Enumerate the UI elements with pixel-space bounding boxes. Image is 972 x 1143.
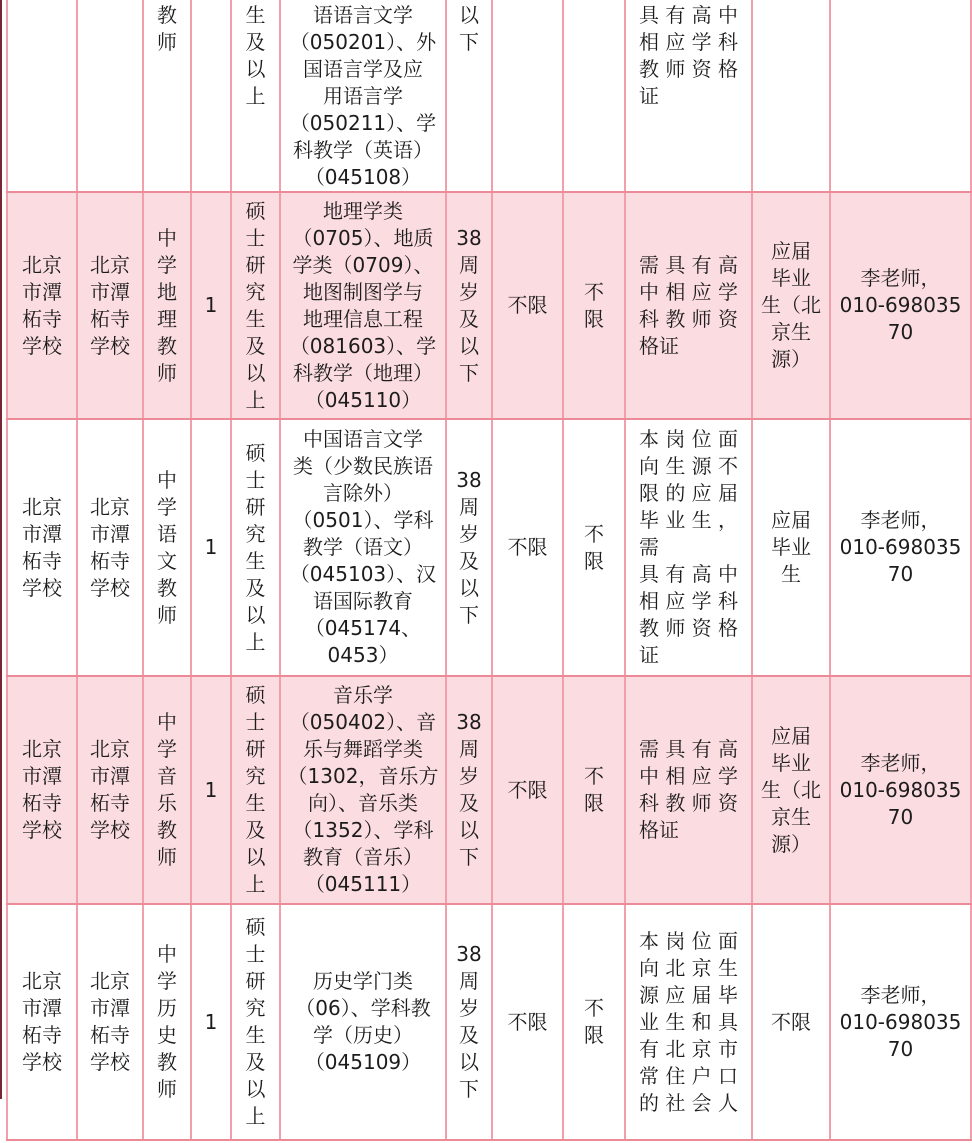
cell-line: （045109）	[304, 1050, 422, 1074]
cell-position	[143, 419, 191, 676]
cell-line: 教师资格	[639, 57, 738, 81]
cell-line: 以	[459, 575, 479, 600]
cell-line: 研	[245, 969, 266, 993]
cell-line: 学校	[90, 1050, 130, 1074]
cell-line: 38	[456, 225, 482, 250]
cell-line: 市潭	[22, 996, 62, 1020]
table-row	[7, 0, 971, 192]
cell-line: 乐	[157, 791, 177, 815]
cell-limit-b	[563, 904, 625, 1140]
cell-line: 70	[887, 320, 914, 344]
cell-line: 中	[157, 467, 177, 492]
cell-line: 类（少数民族语	[293, 454, 433, 478]
cell-line: 限	[584, 791, 604, 815]
cell-line: 毕业	[771, 266, 811, 290]
cell-position	[143, 676, 191, 904]
cell-position	[143, 0, 191, 192]
cell-age	[446, 0, 492, 192]
cell-line: 毕业	[771, 750, 811, 775]
cell-line: 及	[459, 548, 479, 573]
cell-education	[231, 0, 280, 192]
cell-line: 生	[781, 562, 801, 586]
cell-line: 科教师资	[639, 306, 738, 331]
cell-education	[231, 419, 280, 676]
cell-line: 岁	[459, 764, 479, 788]
cell-line: 毕业生，需	[639, 508, 738, 559]
cell-line: 70	[887, 1036, 914, 1061]
cell-line: 学校	[22, 575, 62, 600]
cell-line: 相应学科	[639, 30, 738, 54]
cell-line: 学校	[22, 1050, 62, 1074]
cell-line: 市潭	[22, 521, 62, 546]
cell-line: （0501）、学科	[292, 508, 434, 532]
cell-line: 限	[584, 1023, 604, 1047]
cell-limit-b	[563, 0, 625, 192]
cell-line: 38	[456, 710, 482, 734]
cell-line: 李老师，	[860, 508, 941, 532]
cell-education	[231, 676, 280, 904]
cell-line: 0453）	[327, 643, 399, 667]
cell-line: 以	[245, 1077, 266, 1101]
cell-line: 硕	[245, 440, 266, 465]
cell-line: 教师资格	[639, 616, 738, 640]
cell-line: 中	[157, 710, 177, 734]
cell-line: 及	[245, 575, 266, 600]
cell-source	[752, 904, 830, 1140]
cell-line: 师	[157, 1077, 177, 1101]
cell-line: 1	[204, 293, 218, 317]
cell-headcount	[191, 904, 231, 1140]
cell-line: 中	[157, 942, 177, 966]
cell-line: 北京	[22, 252, 62, 277]
cell-line: 常住户口	[639, 1063, 738, 1088]
cell-line: 生	[245, 306, 266, 331]
cell-line: 上	[245, 1104, 266, 1128]
cell-line: 市潭	[22, 764, 62, 788]
cell-line: 生（北	[761, 777, 821, 802]
cell-line: 本岗位面	[639, 928, 738, 953]
cell-line: 士	[245, 942, 266, 966]
cell-requirements	[625, 419, 752, 676]
cell-line: 学	[157, 969, 177, 993]
page-edge-line	[0, 0, 2, 1099]
cell-line: 向生源不	[639, 454, 738, 478]
cell-school-b	[77, 0, 143, 192]
cell-line: 上	[245, 387, 266, 412]
cell-line: 上	[245, 872, 266, 896]
table-row	[7, 676, 971, 904]
cell-limit-a	[492, 419, 563, 676]
cell-line: 柘寺	[22, 548, 62, 573]
cell-requirements	[625, 676, 752, 904]
cell-line: 市潭	[90, 996, 130, 1020]
cell-line: 周	[459, 494, 479, 519]
cell-line: 科教学（英语）	[293, 138, 433, 162]
cell-requirements	[625, 192, 752, 419]
cell-line: 李老师，	[860, 982, 941, 1007]
cell-line: 及	[459, 1023, 479, 1047]
cell-line: 010-698035	[839, 293, 962, 317]
cell-line: 及	[459, 306, 479, 331]
cell-line: 师	[157, 30, 177, 54]
cell-line: 有北京市	[639, 1036, 738, 1061]
cell-line: 以	[245, 845, 266, 869]
cell-line: 究	[245, 764, 266, 788]
cell-line: 市潭	[90, 764, 130, 788]
cell-limit-a	[492, 904, 563, 1140]
cell-source	[752, 676, 830, 904]
cell-line: 柘寺	[90, 306, 130, 331]
cell-school-a	[7, 192, 77, 419]
cell-line: 史	[157, 1023, 177, 1047]
cell-line: 及	[245, 333, 266, 358]
cell-line: 不限	[507, 777, 548, 802]
cell-line: 上	[245, 84, 266, 108]
cell-age	[446, 904, 492, 1140]
cell-line: 下	[459, 360, 479, 385]
cell-school-a	[7, 904, 77, 1140]
cell-line: 硕	[245, 915, 266, 939]
cell-contact	[830, 676, 971, 904]
cell-contact	[830, 192, 971, 419]
cell-line: 中	[157, 225, 177, 250]
cell-requirements	[625, 904, 752, 1140]
cell-line: 教育（音乐）	[303, 845, 423, 869]
cell-position	[143, 904, 191, 1140]
cell-majors	[280, 676, 446, 904]
cell-line: 学	[157, 252, 177, 277]
cell-line: 源应届毕	[639, 982, 738, 1007]
cell-line: 限的应届	[639, 481, 738, 505]
cell-line: 语国际教育	[313, 589, 413, 613]
cell-line: 岁	[459, 279, 479, 304]
cell-line: 业生和具	[639, 1009, 738, 1034]
cell-line: 京生	[771, 320, 811, 344]
cell-line: 010-698035	[839, 1009, 962, 1034]
cell-line: 师	[157, 602, 177, 627]
cell-school-a	[7, 419, 77, 676]
cell-line: （081603）、学	[289, 333, 437, 358]
cell-line: 1	[204, 1009, 218, 1034]
cell-line: 中国语言文学	[303, 427, 423, 451]
cell-line: 证	[639, 643, 659, 667]
cell-line: 以	[245, 602, 266, 627]
cell-line: 岁	[459, 996, 479, 1020]
cell-line: 京生	[771, 804, 811, 829]
cell-headcount	[191, 0, 231, 192]
cell-line: 相应学科	[639, 589, 738, 613]
cell-line: （045108）	[304, 165, 422, 189]
cell-line: 市潭	[90, 521, 130, 546]
cell-line: 以	[459, 818, 479, 842]
cell-line: 地理学类	[323, 198, 403, 223]
cell-line: 研	[245, 494, 266, 519]
cell-contact	[830, 0, 971, 192]
cell-line: （050211）、学	[289, 111, 437, 135]
cell-line: 向北京生	[639, 955, 738, 980]
cell-line: 38	[456, 942, 482, 966]
cell-line: 周	[459, 969, 479, 993]
cell-line: 岁	[459, 521, 479, 546]
cell-line: 师	[157, 360, 177, 385]
cell-limit-a	[492, 0, 563, 192]
cell-source	[752, 419, 830, 676]
cell-school-b	[77, 419, 143, 676]
cell-line: 北京	[90, 252, 130, 277]
cell-school-a	[7, 676, 77, 904]
cell-line: 学	[157, 737, 177, 761]
cell-line: （1302，音乐方	[287, 764, 439, 788]
cell-line: 硕	[245, 198, 266, 223]
cell-line: 限	[584, 548, 604, 573]
cell-education	[231, 192, 280, 419]
cell-line: 70	[887, 804, 914, 829]
cell-line: 言除外）	[323, 481, 403, 505]
cell-line: 教	[157, 575, 177, 600]
cell-line: 格证	[639, 333, 679, 358]
cell-line: 科教师资	[639, 791, 738, 815]
cell-line: （06）、学科教	[295, 996, 431, 1020]
cell-line: 究	[245, 279, 266, 304]
cell-line: 及	[245, 1050, 266, 1074]
cell-line: 不限	[507, 535, 548, 559]
cell-line: 不	[584, 521, 604, 546]
cell-line: 毕业	[771, 535, 811, 559]
cell-line: 柘寺	[90, 1023, 130, 1047]
cell-line: 学（历史）	[313, 1023, 413, 1047]
cell-line: 上	[245, 629, 266, 654]
cell-line: （045103）、汉	[289, 562, 437, 586]
recruitment-table	[6, 0, 972, 1141]
cell-line: 不限	[771, 1009, 811, 1034]
cell-line: 下	[459, 602, 479, 627]
cell-line: 的社会人	[639, 1090, 738, 1115]
cell-line: （1352）、学科	[292, 818, 434, 842]
cell-line: 柘寺	[22, 791, 62, 815]
cell-line: 乐与舞蹈学类	[303, 737, 423, 761]
cell-headcount	[191, 419, 231, 676]
cell-line: 证	[639, 84, 659, 108]
cell-line: 生（北	[761, 293, 821, 317]
cell-line: 用语言学	[323, 84, 403, 108]
cell-limit-b	[563, 419, 625, 676]
cell-line: 北京	[90, 737, 130, 761]
cell-line: 以	[459, 3, 479, 27]
cell-line: 文	[157, 548, 177, 573]
cell-school-a	[7, 0, 77, 192]
table-row	[7, 904, 971, 1140]
cell-line: 柘寺	[22, 306, 62, 331]
cell-line: 中相应学	[639, 279, 738, 304]
cell-line: 不	[584, 996, 604, 1020]
cell-line: 教	[157, 818, 177, 842]
cell-line: （045110）	[304, 387, 422, 412]
cell-line: 学校	[22, 818, 62, 842]
cell-line: 下	[459, 845, 479, 869]
cell-line: 及	[245, 818, 266, 842]
cell-line: 周	[459, 252, 479, 277]
cell-line: 不限	[507, 1009, 548, 1034]
cell-line: 应届	[771, 508, 811, 532]
cell-line: 应届	[771, 239, 811, 263]
cell-line: 究	[245, 521, 266, 546]
cell-line: 学校	[90, 575, 130, 600]
cell-line: 具有高中	[639, 3, 738, 27]
cell-line: 以	[245, 57, 266, 81]
cell-line: 010-698035	[839, 535, 962, 559]
cell-age	[446, 419, 492, 676]
cell-line: 学校	[90, 333, 130, 358]
cell-line: 地理信息工程	[303, 306, 423, 331]
cell-line: 下	[459, 30, 479, 54]
cell-line: 地	[157, 279, 177, 304]
cell-line: 士	[245, 467, 266, 492]
cell-line: 究	[245, 996, 266, 1020]
cell-contact	[830, 419, 971, 676]
cell-line: 硕	[245, 683, 266, 707]
cell-limit-b	[563, 676, 625, 904]
cell-majors	[280, 419, 446, 676]
cell-line: 国语言学及应	[303, 57, 423, 81]
cell-line: 历	[157, 996, 177, 1020]
cell-school-b	[77, 676, 143, 904]
cell-line: （050201）、外	[289, 30, 437, 54]
cell-line: 教	[157, 3, 177, 27]
cell-contact	[830, 904, 971, 1140]
cell-line: 柘寺	[90, 791, 130, 815]
cell-position	[143, 192, 191, 419]
cell-line: 北京	[22, 737, 62, 761]
cell-line: 语	[157, 521, 177, 546]
cell-line: 本岗位面	[639, 427, 738, 451]
cell-line: 音乐学	[333, 683, 393, 707]
cell-line: 生	[245, 3, 266, 27]
cell-source	[752, 192, 830, 419]
cell-line: 限	[584, 306, 604, 331]
cell-school-b	[77, 192, 143, 419]
cell-line: 市潭	[90, 279, 130, 304]
cell-line: 不	[584, 764, 604, 788]
cell-line: 李老师，	[860, 266, 941, 290]
cell-line: （050402）、音	[289, 710, 437, 734]
cell-line: 及	[459, 791, 479, 815]
cell-line: 1	[204, 535, 218, 559]
cell-age	[446, 192, 492, 419]
cell-line: 具有高中	[639, 562, 738, 586]
cell-line: 北京	[90, 494, 130, 519]
cell-majors	[280, 0, 446, 192]
cell-school-b	[77, 904, 143, 1140]
cell-limit-a	[492, 192, 563, 419]
cell-line: 应届	[771, 723, 811, 748]
cell-line: 下	[459, 1077, 479, 1101]
cell-line: （0705）、地质	[292, 225, 434, 250]
cell-line: 士	[245, 710, 266, 734]
cell-line: 语语言文学	[313, 3, 413, 27]
cell-line: 以	[459, 333, 479, 358]
cell-line: 地图制图学与	[303, 279, 423, 304]
cell-line: 士	[245, 225, 266, 250]
cell-line: 以	[245, 360, 266, 385]
cell-line: 李老师，	[860, 750, 941, 775]
cell-line: 学校	[90, 818, 130, 842]
cell-majors	[280, 192, 446, 419]
cell-line: 教学（语文）	[303, 535, 423, 559]
cell-limit-b	[563, 192, 625, 419]
cell-line: 向）、音乐类	[308, 791, 418, 815]
cell-line: 需具有高	[639, 252, 738, 277]
cell-line: 市潭	[22, 279, 62, 304]
cell-line: 柘寺	[22, 1023, 62, 1047]
cell-source	[752, 0, 830, 192]
cell-line: 历史学门类	[313, 969, 413, 993]
cell-line: 理	[157, 306, 177, 331]
cell-line: （045174、	[304, 616, 422, 640]
cell-line: 需具有高	[639, 737, 738, 761]
cell-line: 以	[459, 1050, 479, 1074]
cell-line: 北京	[90, 969, 130, 993]
cell-line: 格证	[639, 818, 679, 842]
cell-line: 生	[245, 791, 266, 815]
table-row	[7, 419, 971, 676]
cell-line: 010-698035	[839, 777, 962, 802]
cell-line: （045111）	[304, 872, 422, 896]
cell-line: 不限	[507, 293, 548, 317]
cell-line: 中相应学	[639, 764, 738, 788]
cell-line: 科教学（地理）	[293, 360, 433, 385]
cell-line: 北京	[22, 969, 62, 993]
cell-line: 及	[245, 30, 266, 54]
cell-line: 学	[157, 494, 177, 519]
cell-age	[446, 676, 492, 904]
cell-line: 70	[887, 562, 914, 586]
cell-line: 音	[157, 764, 177, 788]
cell-line: 师	[157, 845, 177, 869]
cell-majors	[280, 904, 446, 1140]
cell-line: 源）	[771, 347, 811, 371]
cell-requirements	[625, 0, 752, 192]
cell-line: 源）	[771, 831, 811, 856]
cell-line: 研	[245, 737, 266, 761]
job-table-body	[7, 0, 971, 1140]
table-row	[7, 192, 971, 419]
cell-line: 生	[245, 1023, 266, 1047]
cell-line: 1	[204, 777, 218, 802]
cell-line: 学类（0709）、	[292, 252, 434, 277]
cell-line: 生	[245, 548, 266, 573]
cell-line: 教	[157, 1050, 177, 1074]
cell-line: 学校	[22, 333, 62, 358]
cell-line: 不	[584, 279, 604, 304]
cell-limit-a	[492, 676, 563, 904]
cell-line: 柘寺	[90, 548, 130, 573]
cell-line: 北京	[22, 494, 62, 519]
cell-headcount	[191, 192, 231, 419]
cell-headcount	[191, 676, 231, 904]
cell-line: 研	[245, 252, 266, 277]
cell-line: 教	[157, 333, 177, 358]
cell-education	[231, 904, 280, 1140]
cell-line: 38	[456, 467, 482, 492]
cell-line: 周	[459, 737, 479, 761]
